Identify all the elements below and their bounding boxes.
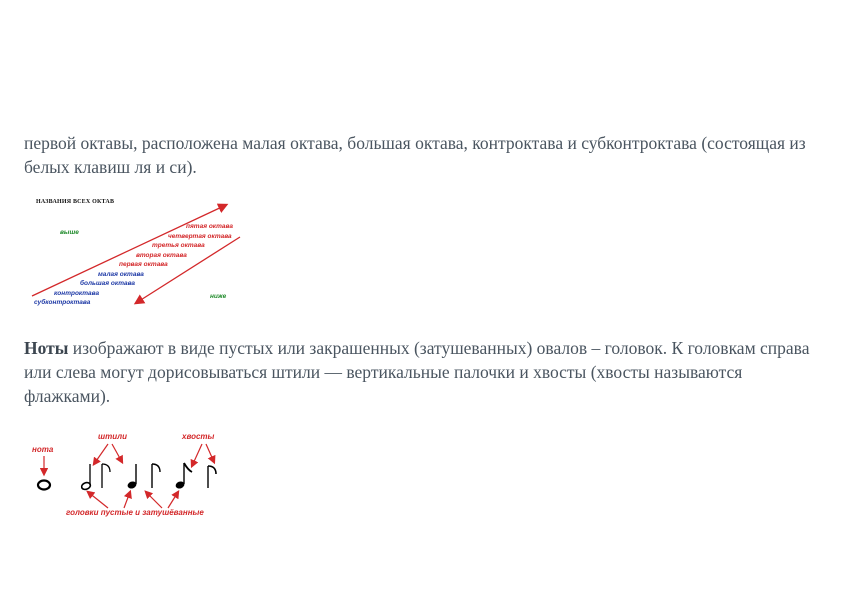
notes-term: Ноты (24, 338, 69, 358)
octave-label: пятая октава (186, 223, 233, 230)
note-parts-figure (28, 428, 250, 524)
octave-label: первая октава (119, 261, 168, 268)
octave-label: малая октава (98, 271, 144, 278)
notes-description: изображают в виде пустых или закрашенных (затушеванных) овалов – головок. К головкам справа или слева могут дорисовываться штили — вертикальные палочки и хвосты (хвосты называются флажками). (24, 338, 810, 406)
label-down: ниже (210, 293, 227, 300)
octave-figure-title: НАЗВАНИЯ ВСЕХ ОКТАВ (36, 199, 115, 205)
octave-label: четвертая октава (168, 233, 232, 240)
paragraph-notes (24, 336, 824, 408)
octave-label: большая октава (80, 280, 136, 287)
eighth-note (175, 463, 192, 490)
tails-label: хвосты (182, 432, 215, 441)
heads-label: головки пустые и затушёванные (66, 508, 204, 517)
note-label: нота (32, 445, 54, 454)
half-note-flag (102, 464, 110, 488)
half-note (81, 464, 92, 491)
octave-label: субконтроктава (34, 299, 91, 306)
flag-shape (208, 466, 216, 488)
octave-label: третья октава (152, 242, 205, 249)
stem-hook (152, 464, 160, 488)
label-up: выше (60, 229, 79, 236)
stems-label: штили (98, 432, 127, 441)
octave-names-figure (26, 197, 256, 307)
paragraph-octaves: первой октавы, расположена малая октава, большая октава, контроктава и субконтроктава (состоящая из белых клавиш ля и си). (24, 133, 806, 177)
octave-label: вторая октава (136, 252, 187, 259)
quarter-note (127, 464, 138, 490)
whole-note (38, 481, 50, 490)
octave-label: контроктава (54, 290, 100, 297)
